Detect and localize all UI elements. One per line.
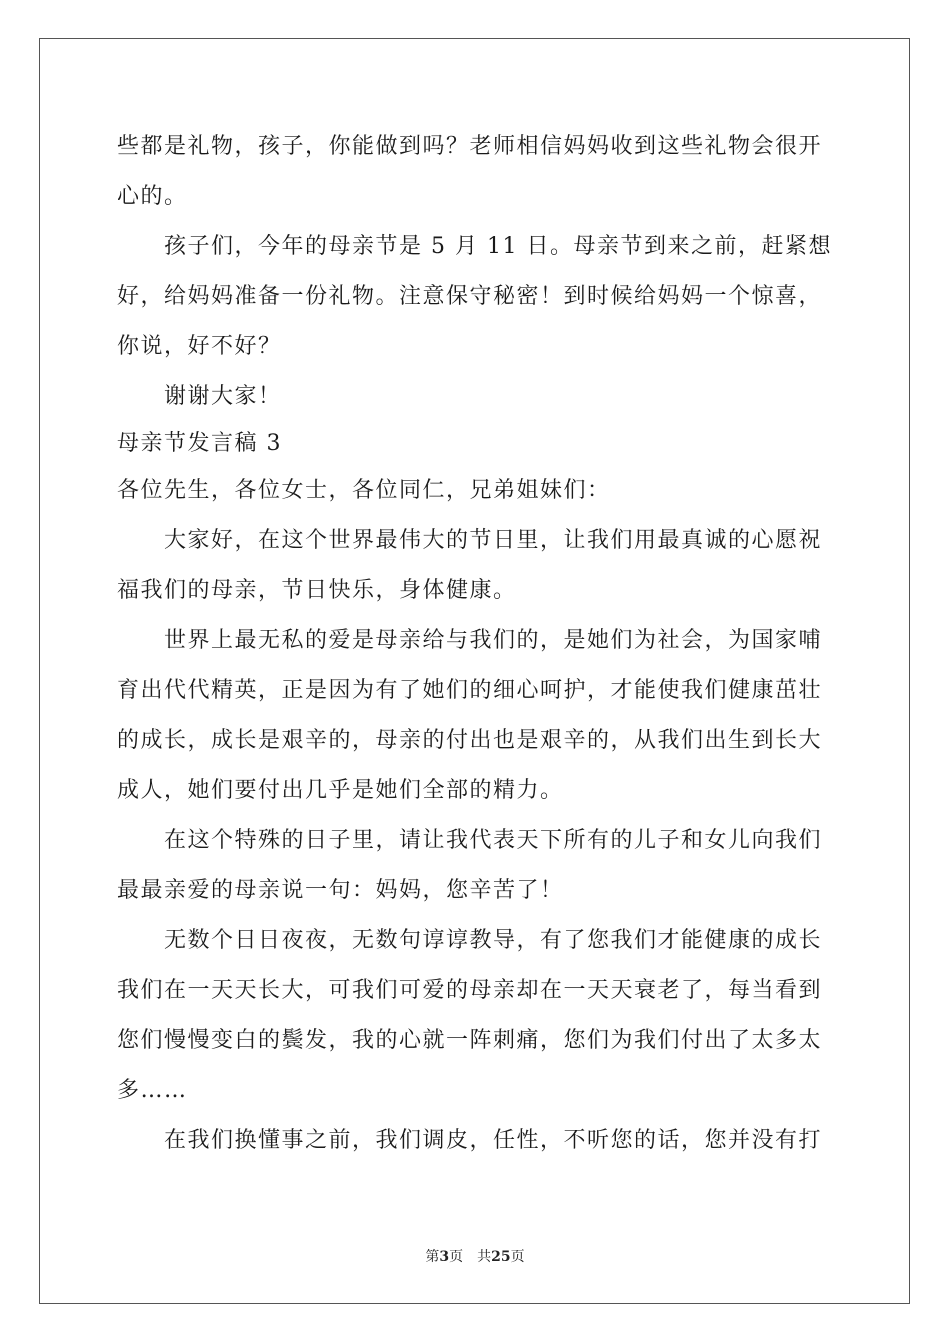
page-prefix: 第 [425,1249,440,1265]
text-line: 成人，她们要付出几乎是她们全部的精力。 [117,778,564,803]
text-line: 些都是礼物，孩子，你能做到吗？老师相信妈妈收到这些礼物会很开 [117,134,823,159]
text-line: 世界上最无私的爱是母亲给与我们的，是她们为社会，为国家哺 [117,628,823,653]
text-line: 在这个特殊的日子里，请让我代表天下所有的儿子和女儿向我们 [117,828,823,853]
page-total: 25 [491,1249,511,1265]
page-mid: 页 共 [449,1249,492,1265]
text-line: 多…… [117,1078,188,1103]
text-line: 福我们的母亲，节日快乐，身体健康。 [117,578,517,603]
text-line: 在我们换懂事之前，我们调皮，任性，不听您的话，您并没有打 [117,1128,823,1153]
page-suffix: 页 [510,1249,525,1265]
text-line: 心的。 [117,184,188,209]
text-line: 大家好，在这个世界最伟大的节日里，让我们用最真诚的心愿祝 [117,528,823,553]
text-line: 最最亲爱的母亲说一句：妈妈，您辛苦了！ [117,878,564,903]
text-line: 的成长，成长是艰辛的，母亲的付出也是艰辛的，从我们出生到长大 [117,728,823,753]
page-footer [0,1246,950,1266]
salutation: 各位先生，各位女士，各位同仁，兄弟姐妹们： [117,478,611,503]
text-line: 你说，好不好？ [117,334,282,359]
text-line: 孩子们，今年的母亲节是 5 月 11 日。母亲节到来之前，赶紧想 [117,234,832,259]
section-heading: 母亲节发言稿 3 [117,431,282,456]
text-line: 我们在一天天长大，可我们可爱的母亲却在一天天衰老了，每当看到 [117,978,823,1003]
text-line: 您们慢慢变白的鬓发，我的心就一阵刺痛，您们为我们付出了太多太 [117,1028,823,1053]
text-line: 谢谢大家！ [117,384,282,409]
text-line: 育出代代精英，正是因为有了她们的细心呵护，才能使我们健康茁壮 [117,678,823,703]
text-line: 无数个日日夜夜，无数句谆谆教导，有了您我们才能健康的成长 [117,928,823,953]
document-body [117,122,837,1166]
text-line: 好，给妈妈准备一份礼物。注意保守秘密！到时候给妈妈一个惊喜， [117,284,823,309]
page-number: 3 [439,1249,450,1265]
